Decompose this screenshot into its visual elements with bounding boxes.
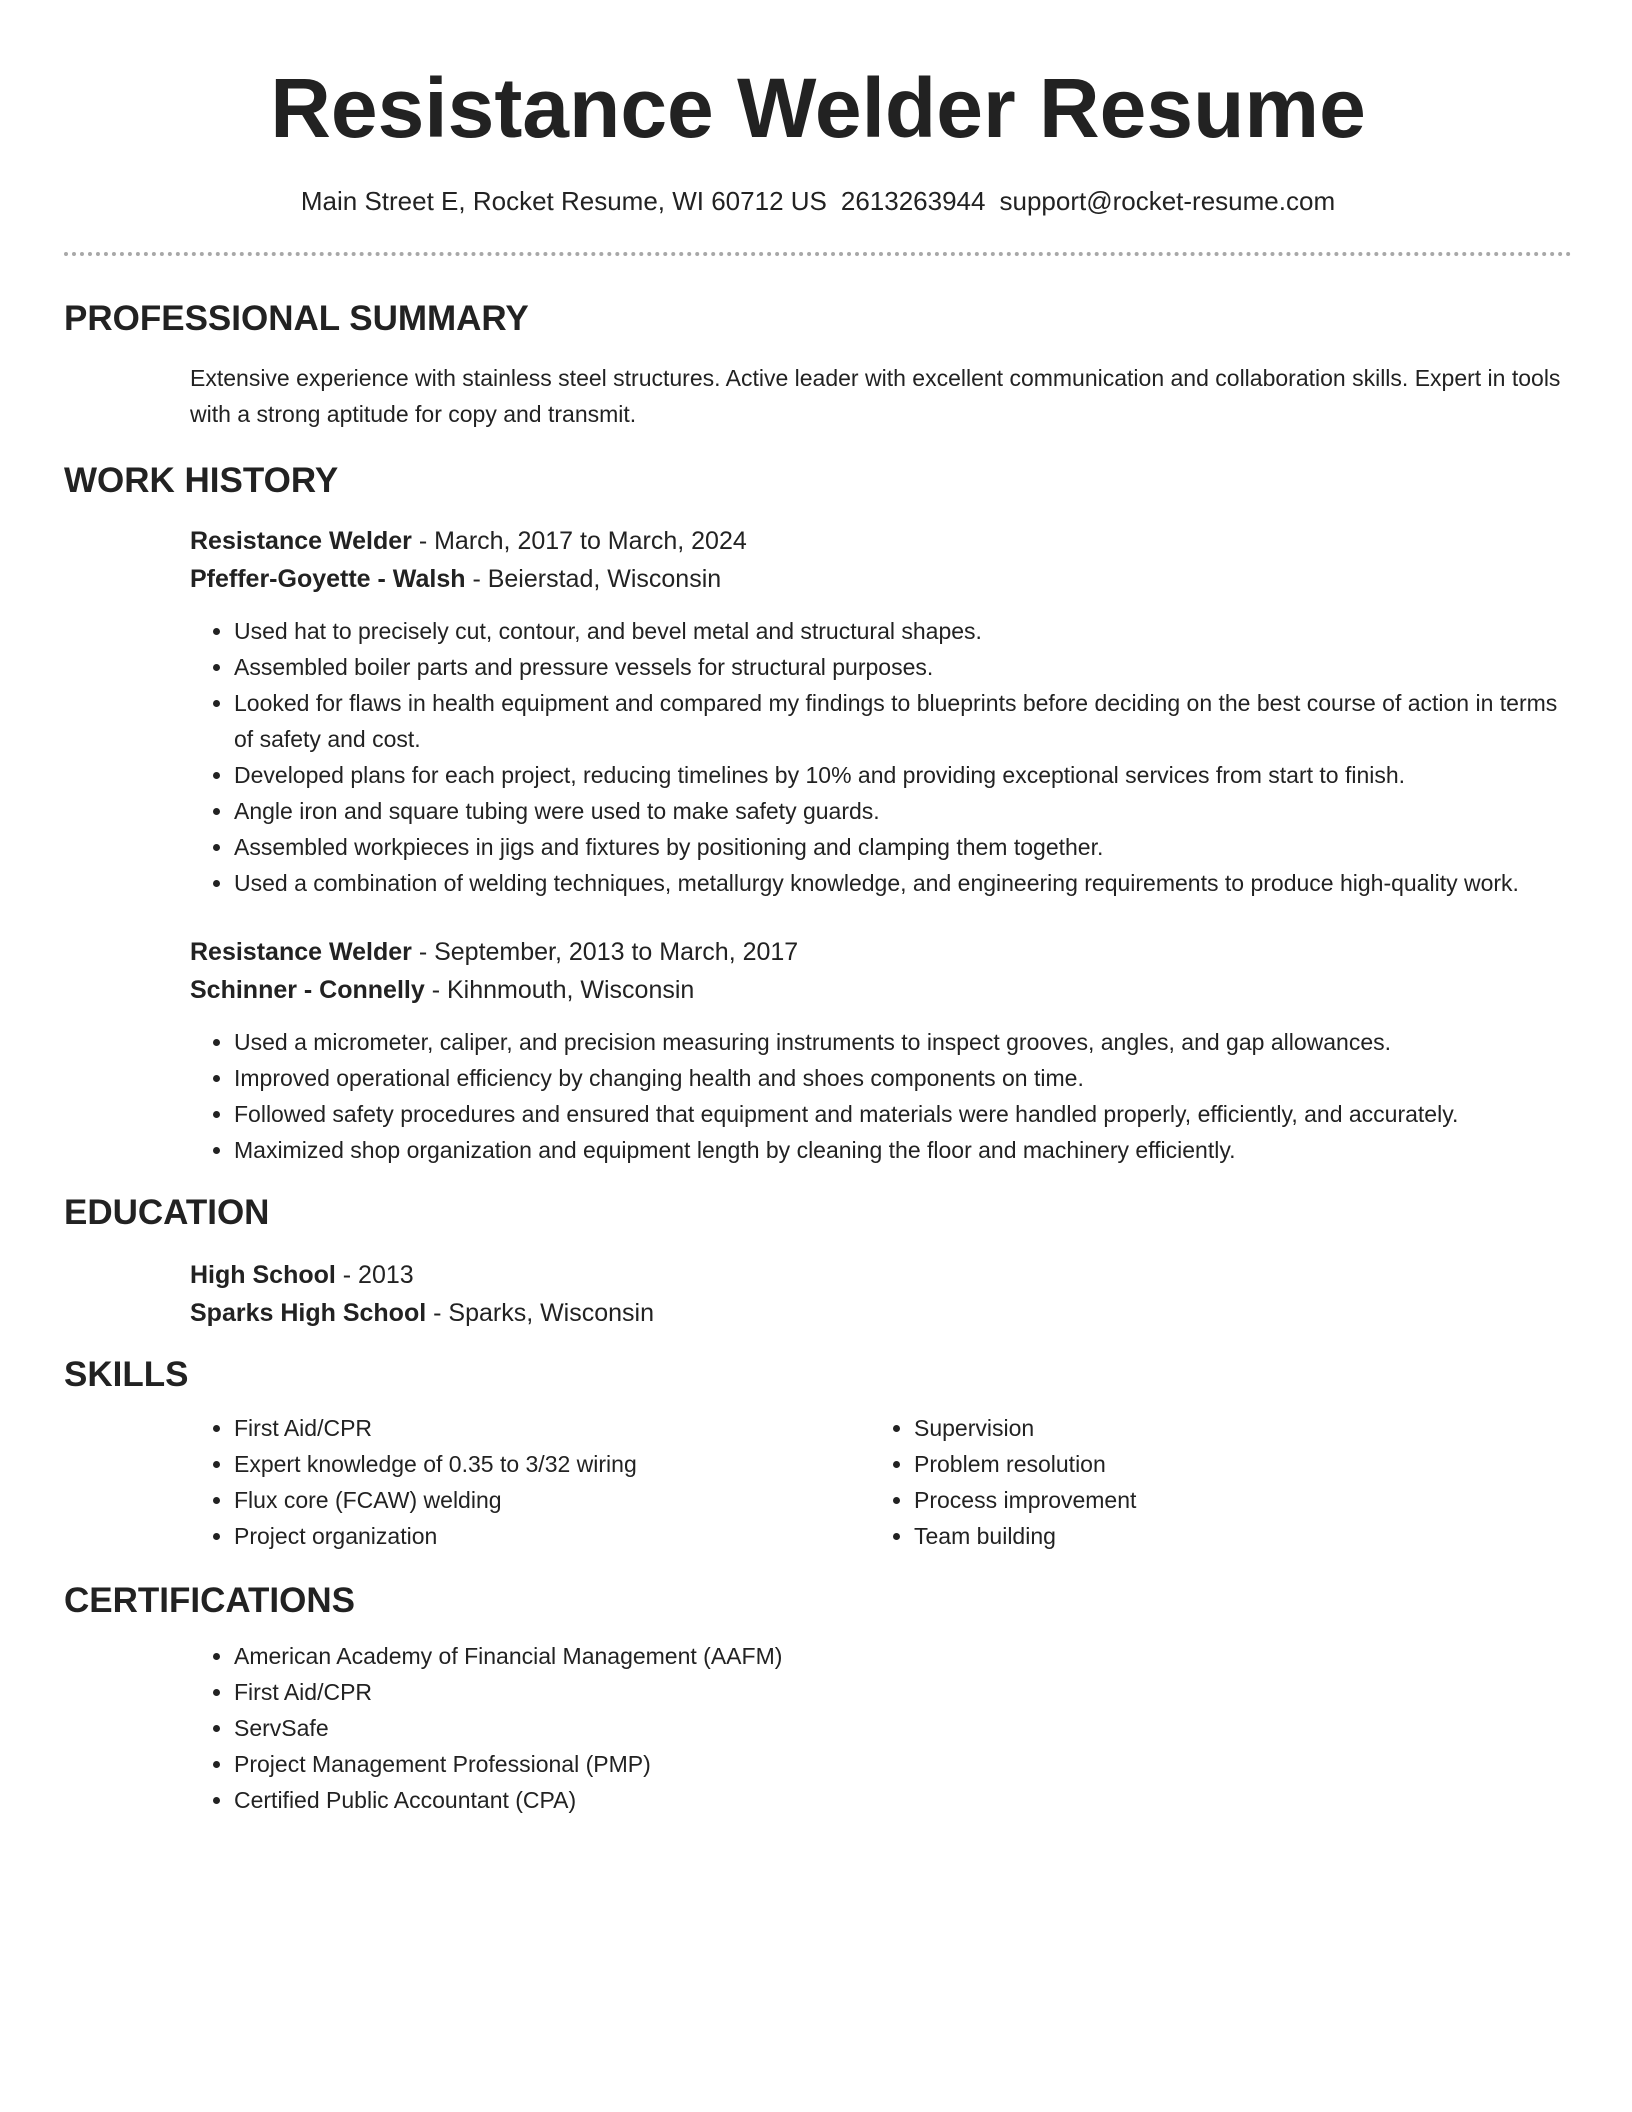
job-title: Resistance Welder bbox=[190, 938, 412, 966]
skill-item: • Problem resolution bbox=[914, 1446, 1550, 1482]
skills-column-left bbox=[190, 1410, 870, 1554]
certifications-section bbox=[64, 1580, 1572, 1818]
contact-phone: 2613263944 bbox=[840, 186, 986, 216]
certification-item: • Project Management Professional (PMP) bbox=[234, 1746, 1572, 1782]
job-bullet: • Looked for flaws in health equipment and compared my findings to blueprints before deciding on the best course of action in terms of safety and cost. bbox=[234, 685, 1572, 757]
contact-email: support@rocket-resume.com bbox=[999, 186, 1336, 216]
summary-text: Extensive experience with stainless steel structures. Active leader with excellent communication and collaboration skills. Expert in tools with a strong aptitude for copy and transmit. bbox=[190, 365, 1561, 427]
job-bullet: • Followed safety procedures and ensured that equipment and materials were handled properly, efficiently, and accurately. bbox=[234, 1096, 1572, 1132]
certification-item: • First Aid/CPR bbox=[234, 1674, 1572, 1710]
certification-item: • Certified Public Accountant (CPA) bbox=[234, 1782, 1572, 1818]
job-title: Resistance Welder bbox=[190, 527, 412, 555]
skills-section bbox=[64, 1354, 1572, 1554]
job-title-line bbox=[190, 933, 1572, 971]
skill-item: • First Aid/CPR bbox=[234, 1410, 870, 1446]
skills-grid bbox=[190, 1410, 1572, 1554]
job-bullet: • Used hat to precisely cut, contour, and bevel metal and structural shapes. bbox=[234, 613, 1572, 649]
job-entry bbox=[190, 522, 1572, 901]
education-section bbox=[64, 1192, 1572, 1332]
job-bullet: • Assembled boiler parts and pressure vessels for structural purposes. bbox=[234, 649, 1572, 685]
job-bullet: • Angle iron and square tubing were used to make safety guards. bbox=[234, 793, 1572, 829]
job-entry bbox=[190, 933, 1572, 1168]
job-company: Pfeffer-Goyette - Walsh bbox=[190, 565, 466, 593]
job-location: - Beierstad, Wisconsin bbox=[465, 565, 722, 593]
section-heading-certifications: CERTIFICATIONS bbox=[64, 1581, 356, 1620]
job-company-line bbox=[190, 971, 1572, 1009]
header-divider bbox=[64, 252, 1572, 256]
education-degree: High School bbox=[190, 1261, 336, 1289]
skill-item: • Team building bbox=[914, 1518, 1550, 1554]
professional-summary-section bbox=[64, 298, 1572, 432]
certification-item: • ServSafe bbox=[234, 1710, 1572, 1746]
job-bullet: • Used a micrometer, caliper, and precision measuring instruments to inspect grooves, angles, and gap allowances. bbox=[234, 1024, 1572, 1060]
job-bullet: • Improved operational efficiency by changing health and shoes components on time. bbox=[234, 1060, 1572, 1096]
section-heading-education: EDUCATION bbox=[64, 1193, 270, 1232]
education-degree-line bbox=[190, 1256, 1572, 1294]
skill-item: • Supervision bbox=[914, 1410, 1550, 1446]
work-history-section bbox=[64, 460, 1572, 1168]
job-title-line bbox=[190, 522, 1572, 560]
job-bullet-list bbox=[190, 1024, 1572, 1168]
education-school: Sparks High School bbox=[190, 1299, 427, 1327]
skill-item: • Project organization bbox=[234, 1518, 870, 1554]
job-location: - Kihnmouth, Wisconsin bbox=[424, 976, 695, 1004]
education-year: - 2013 bbox=[335, 1261, 414, 1289]
resume-title: Resistance Welder Resume bbox=[270, 61, 1366, 155]
section-heading-skills: SKILLS bbox=[64, 1355, 189, 1394]
skill-item: • Expert knowledge of 0.35 to 3/32 wiring bbox=[234, 1446, 870, 1482]
education-location: - Sparks, Wisconsin bbox=[426, 1299, 655, 1327]
contact-line bbox=[64, 184, 1572, 218]
job-company: Schinner - Connelly bbox=[190, 976, 425, 1004]
skill-item: • Flux core (FCAW) welding bbox=[234, 1482, 870, 1518]
job-bullet: • Developed plans for each project, reducing timelines by 10% and providing exceptional services from start to finish. bbox=[234, 757, 1572, 793]
section-heading-work: WORK HISTORY bbox=[64, 461, 339, 500]
job-dates: - September, 2013 to March, 2017 bbox=[411, 938, 799, 966]
job-bullet: • Used a combination of welding techniques, metallurgy knowledge, and engineering requirements to produce high-quality work. bbox=[234, 865, 1572, 901]
job-company-line bbox=[190, 560, 1572, 598]
certification-item: • American Academy of Financial Management (AAFM) bbox=[234, 1638, 1572, 1674]
skills-column-right bbox=[870, 1410, 1550, 1554]
certification-list bbox=[190, 1638, 1572, 1818]
job-bullet: • Assembled workpieces in jigs and fixtures by positioning and clamping them together. bbox=[234, 829, 1572, 865]
education-school-line bbox=[190, 1294, 1572, 1332]
job-bullet: • Maximized shop organization and equipment length by cleaning the floor and machinery efficiently. bbox=[234, 1132, 1572, 1168]
contact-address: Main Street E, Rocket Resume, WI 60712 US bbox=[300, 186, 827, 216]
section-heading-summary: PROFESSIONAL SUMMARY bbox=[64, 299, 529, 338]
skill-item: • Process improvement bbox=[914, 1482, 1550, 1518]
job-bullet-list bbox=[190, 613, 1572, 901]
resume-page bbox=[64, 0, 1572, 1818]
job-dates: - March, 2017 to March, 2024 bbox=[411, 527, 747, 555]
